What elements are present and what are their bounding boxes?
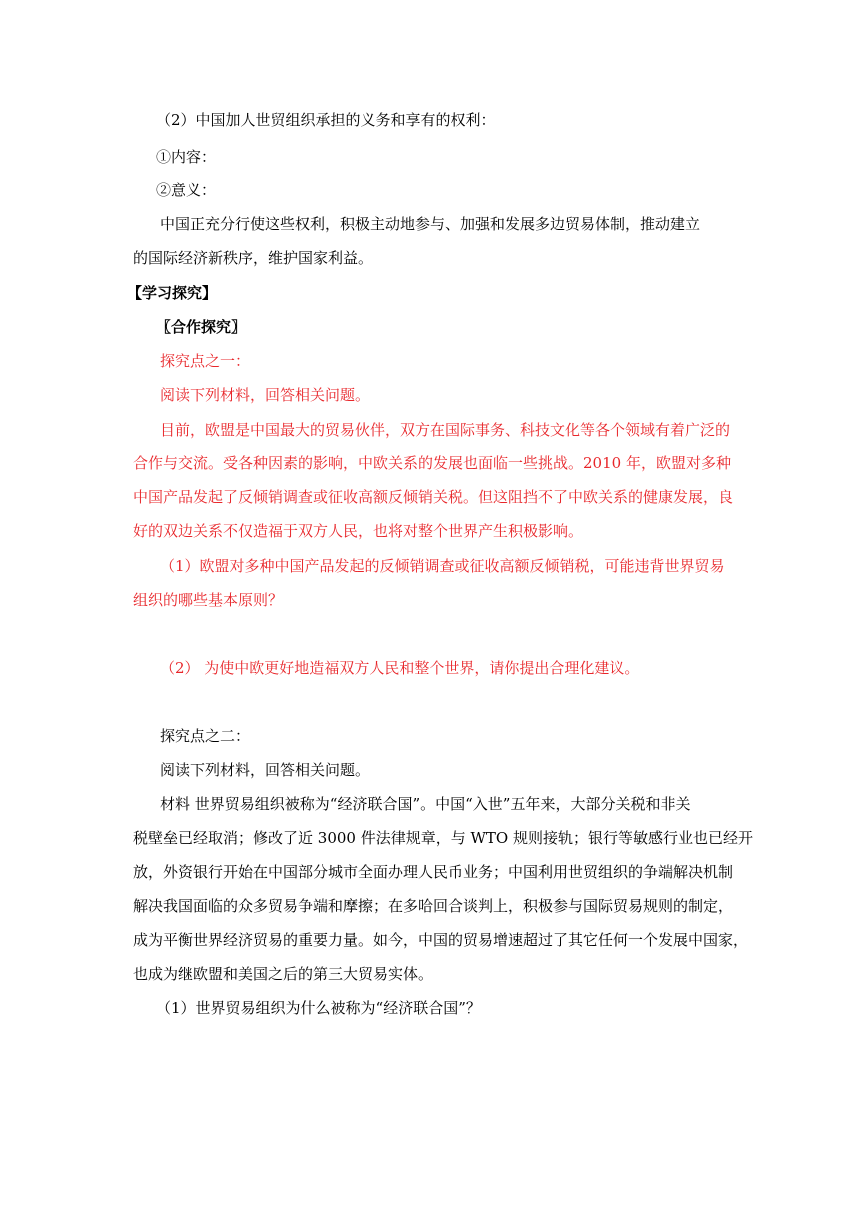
point1-material-line: 目前，欧盟是中国最大的贸易伙伴，双方在国际事务、科技文化等各个领域有着广泛的 <box>160 421 731 439</box>
point2-material-line: 税壁垒已经取消；修改了近 3000 件法律规章，与 WTO 规则接轨；银行等敏感行业也已经开 <box>133 829 753 847</box>
meaning-label: ②意义： <box>156 181 217 199</box>
point2-material-line: 解决我国面临的众多贸易争端和摩擦；在多哈回合谈判上，积极参与国际贸易规则的制定， <box>133 897 734 915</box>
point2-instruction: 阅读下列材料，回答相关问题。 <box>160 761 371 779</box>
point1-instruction: 阅读下列材料，回答相关问题。 <box>160 386 371 404</box>
paragraph-line: 的国际经济新秩序，维护国家利益。 <box>133 249 374 267</box>
point2-material-line: 放，外资银行开始在中国部分城市全面办理人民币业务；中国利用世贸组织的争端解决机制 <box>133 863 734 881</box>
point1-question1-line: （1）欧盟对多种中国产品发起的反倾销调查或征收高额反倾销税，可能违背世界贸易 <box>160 557 725 575</box>
point2-title: 探究点之二： <box>160 727 251 745</box>
point1-material-line: 中国产品发起了反倾销调查或征收高额反倾销关税。但这阻挡不了中欧关系的健康发展，良 <box>133 488 734 506</box>
point1-material-line: 合作与交流。受各种因素的影响，中欧关系的发展也面临一些挑战。2010 年，欧盟对多种 <box>133 454 731 472</box>
point2-material-line: 成为平衡世界经济贸易的重要力量。如今，中国的贸易增速超过了其它任何一个发展中国家， <box>133 931 749 949</box>
coop-heading: 〖合作探究〗 <box>156 318 247 336</box>
study-heading: 【学习探究】 <box>127 284 218 302</box>
paragraph-line: 中国正充分行使这些权利，积极主动地参与、加强和发展多边贸易体制，推动建立 <box>160 215 701 233</box>
point2-material-line: 材料 世界贸易组织被称为“经济联合国”。中国“入世”五年来，大部分关税和非关 <box>160 795 691 813</box>
point1-question1-line: 组织的哪些基本原则？ <box>133 591 284 609</box>
point1-question2: （2） 为使中欧更好地造福双方人民和整个世界，请你提出合理化建议。 <box>160 659 640 677</box>
content-label: ①内容： <box>156 148 217 166</box>
point2-question1: （1）世界贸易组织为什么被称为“经济联合国”？ <box>156 999 481 1017</box>
point2-material-line: 也成为继欧盟和美国之后的第三大贸易实体。 <box>133 965 434 983</box>
point1-title: 探究点之一： <box>160 352 251 370</box>
point1-material-line: 好的双边关系不仅造福于双方人民，也将对整个世界产生积极影响。 <box>133 522 584 540</box>
q2-title: （2）中国加人世贸组织承担的义务和享有的权利： <box>156 111 496 129</box>
